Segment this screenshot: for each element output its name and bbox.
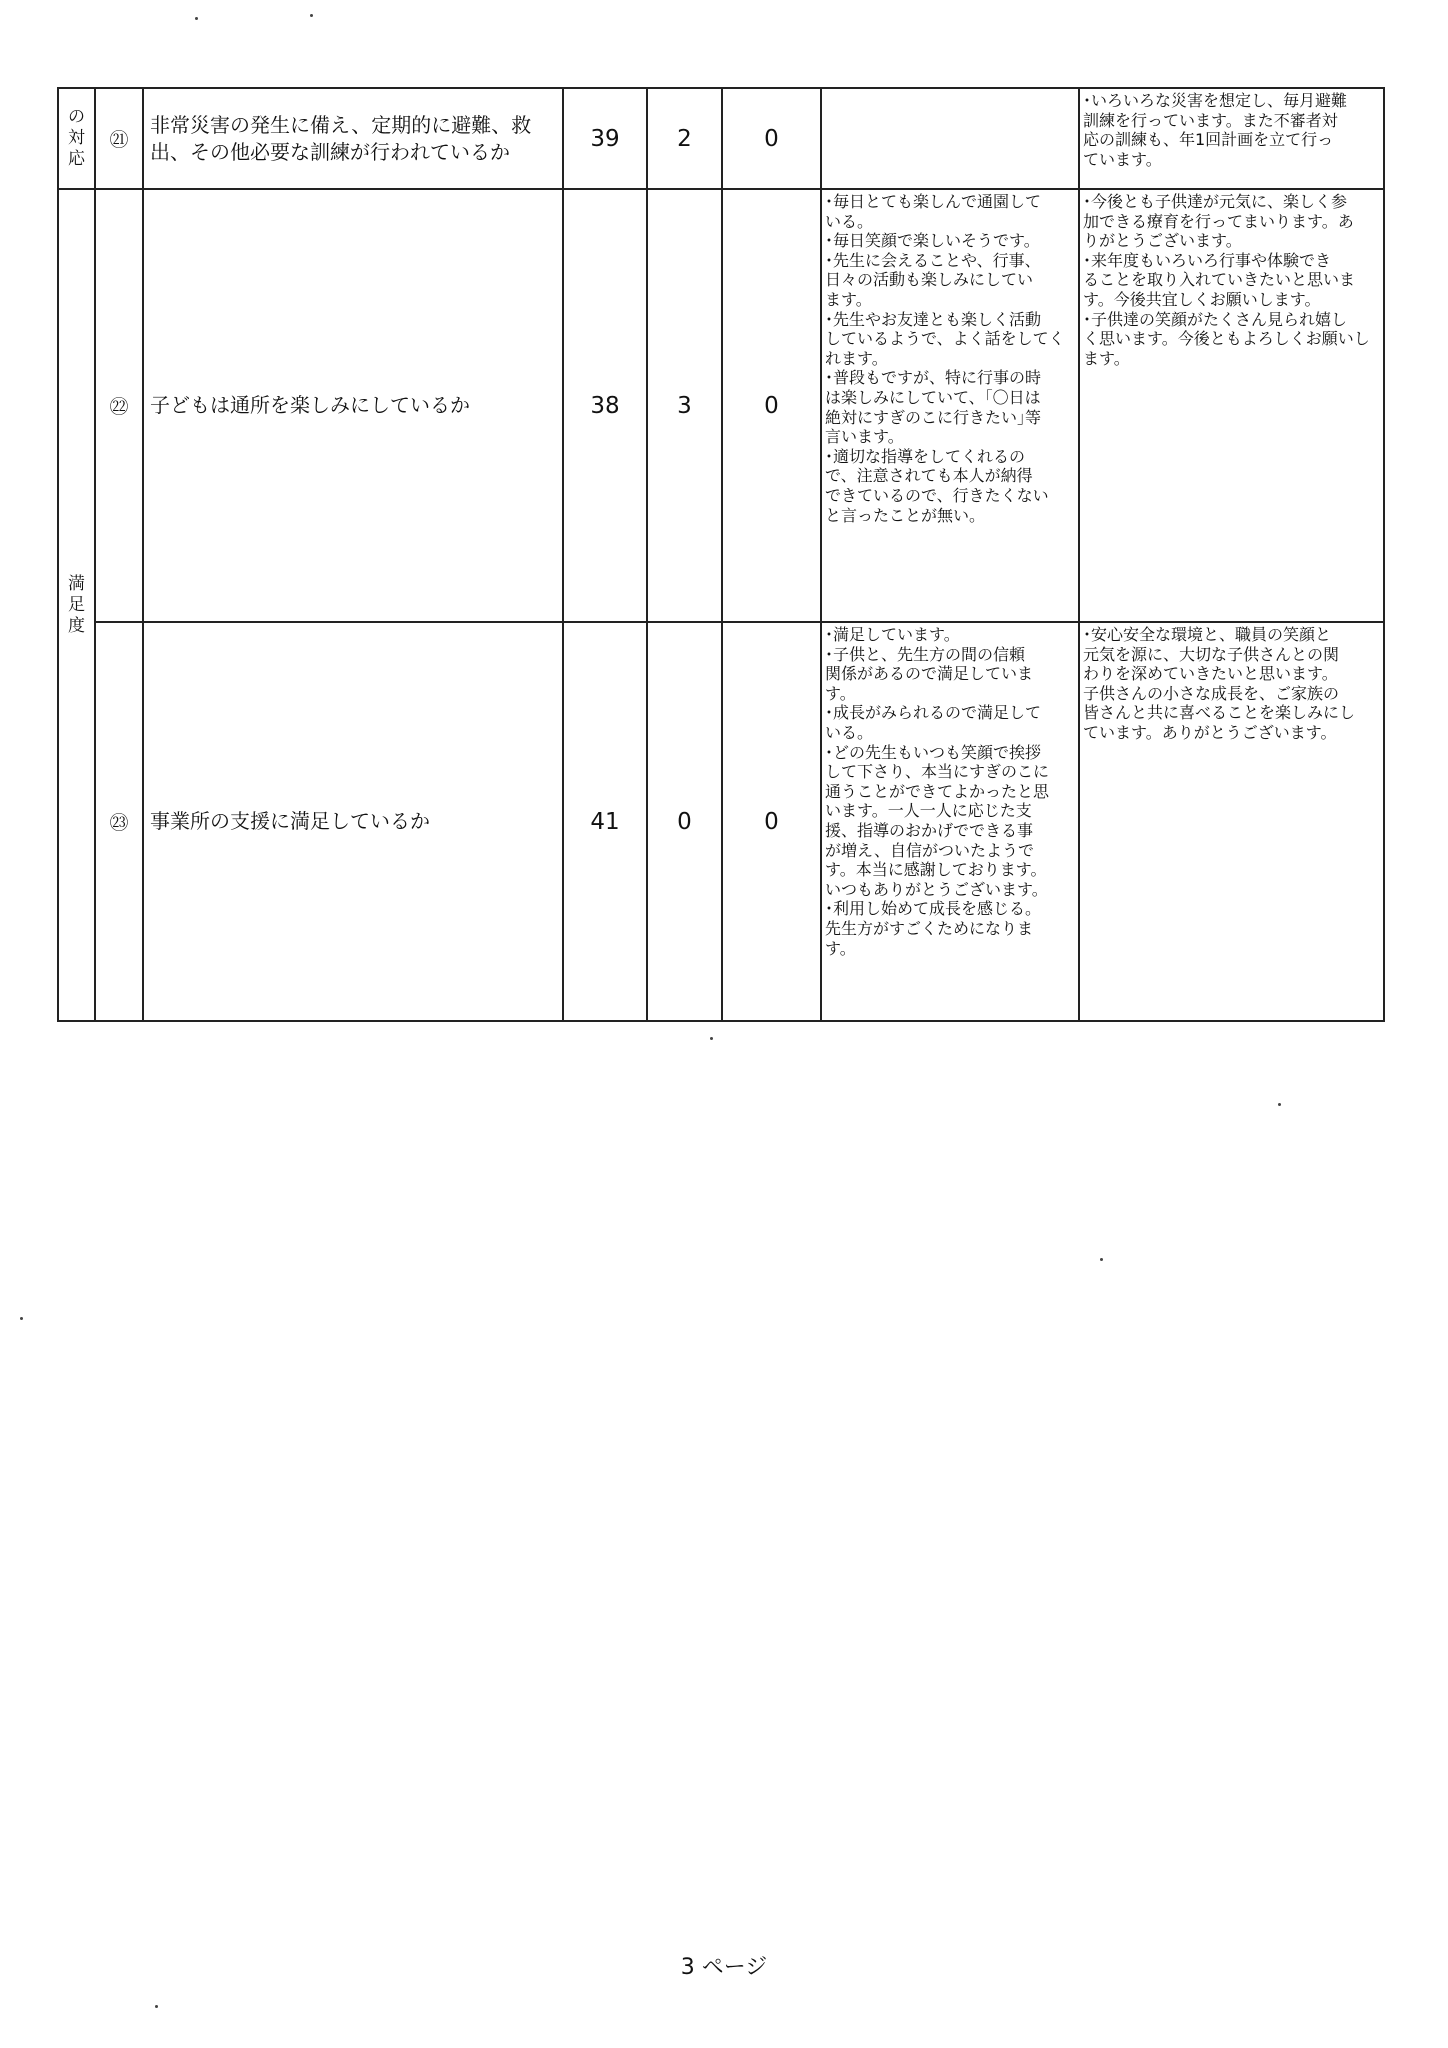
parent-comments: ･毎日とても楽しんで通園して いる。 ･毎日笑顔で楽しいそうです。 ･先生に会えることや、行事、 日々の活動も楽しみにしてい ます。 ･先生やお友達とも楽しく活動 しているようで、よく話をしてく れます。 ･普段もですが、特に行事の時 は楽しみにしていて、｢〇日は 絶対にすぎのこに行きたい｣等 言います。 ･適切な指導をしてくれるの で、注意されても本人が納得 できているので、行きたくない と言ったことが無い。: [821, 189, 1079, 622]
evaluation-table: [57, 87, 1385, 1022]
question-text: 非常災害の発生に備え、定期的に避難、救 出、その他必要な訓練が行われているか: [143, 88, 563, 189]
unknown-count: 2: [647, 88, 722, 189]
scan-speck: [195, 17, 198, 20]
scan-speck: [1278, 1103, 1281, 1106]
no-count: 0: [722, 622, 821, 1021]
question-text: 事業所の支援に満足しているか: [143, 622, 563, 1021]
parent-comments: [821, 88, 1079, 189]
staff-comments: ･安心安全な環境と、職員の笑顔と 元気を源に、大切な子供さんとの関 わりを深めていきたいと思います。 子供さんの小さな成長を、ご家族の 皆さんと共に喜べることを楽しみにし ています。ありがとうございます。: [1079, 622, 1384, 1021]
item-number: ㉒: [95, 189, 143, 622]
parent-comments: ･満足しています。 ･子供と、先生方の間の信頼 関係があるので満足していま す。 ･成長がみられるので満足して いる。 ･どの先生もいつも笑顔で挨拶 して下さり、本当にすぎのこに 通うことができてよかったと思 います。一人一人に応じた支 援、指導のおかげでできる事 が増え、自信がついたようで す。本当に感謝しております。 いつもありがとうございます。 ･利用し始めて成長を感じる。 先生方がすごくためになりま す。: [821, 622, 1079, 1021]
staff-comments: ･今後とも子供達が元気に、楽しく参 加できる療育を行ってまいります。あ りがとうございます。 ･来年度もいろいろ行事や体験でき ることを取り入れていきたいと思いま す。今後共宜しくお願いします。 ･子供達の笑顔がたくさん見られ嬉し く思います。今後ともよろしくお願いし ます。: [1079, 189, 1384, 622]
category-cell-satisfaction: [58, 189, 95, 1021]
no-count: 0: [722, 88, 821, 189]
staff-comments: ･いろいろな災害を想定し、毎月避難 訓練を行っています。また不審者対 応の訓練も、年1回計画を立て行っ ています。: [1079, 88, 1384, 189]
scan-speck: [710, 1037, 713, 1040]
yes-count: 41: [563, 622, 647, 1021]
scan-speck: [155, 2005, 158, 2008]
table-row: [58, 88, 1384, 189]
unknown-count: 3: [647, 189, 722, 622]
yes-count: 38: [563, 189, 647, 622]
category-cell-top: [58, 88, 95, 189]
category-label: の 対 応: [68, 107, 85, 169]
category-label: 満 足 度: [68, 573, 85, 636]
scan-speck: [310, 14, 313, 17]
page-number: 3 ページ: [680, 1955, 768, 1980]
item-number: ㉑: [95, 88, 143, 189]
scan-speck: [1100, 1258, 1103, 1261]
item-number: ㉓: [95, 622, 143, 1021]
scan-speck: [20, 1317, 23, 1320]
unknown-count: 0: [647, 622, 722, 1021]
no-count: 0: [722, 189, 821, 622]
table-row: [58, 189, 1384, 622]
table-row: [58, 622, 1384, 1021]
question-text: 子どもは通所を楽しみにしているか: [143, 189, 563, 622]
yes-count: 39: [563, 88, 647, 189]
